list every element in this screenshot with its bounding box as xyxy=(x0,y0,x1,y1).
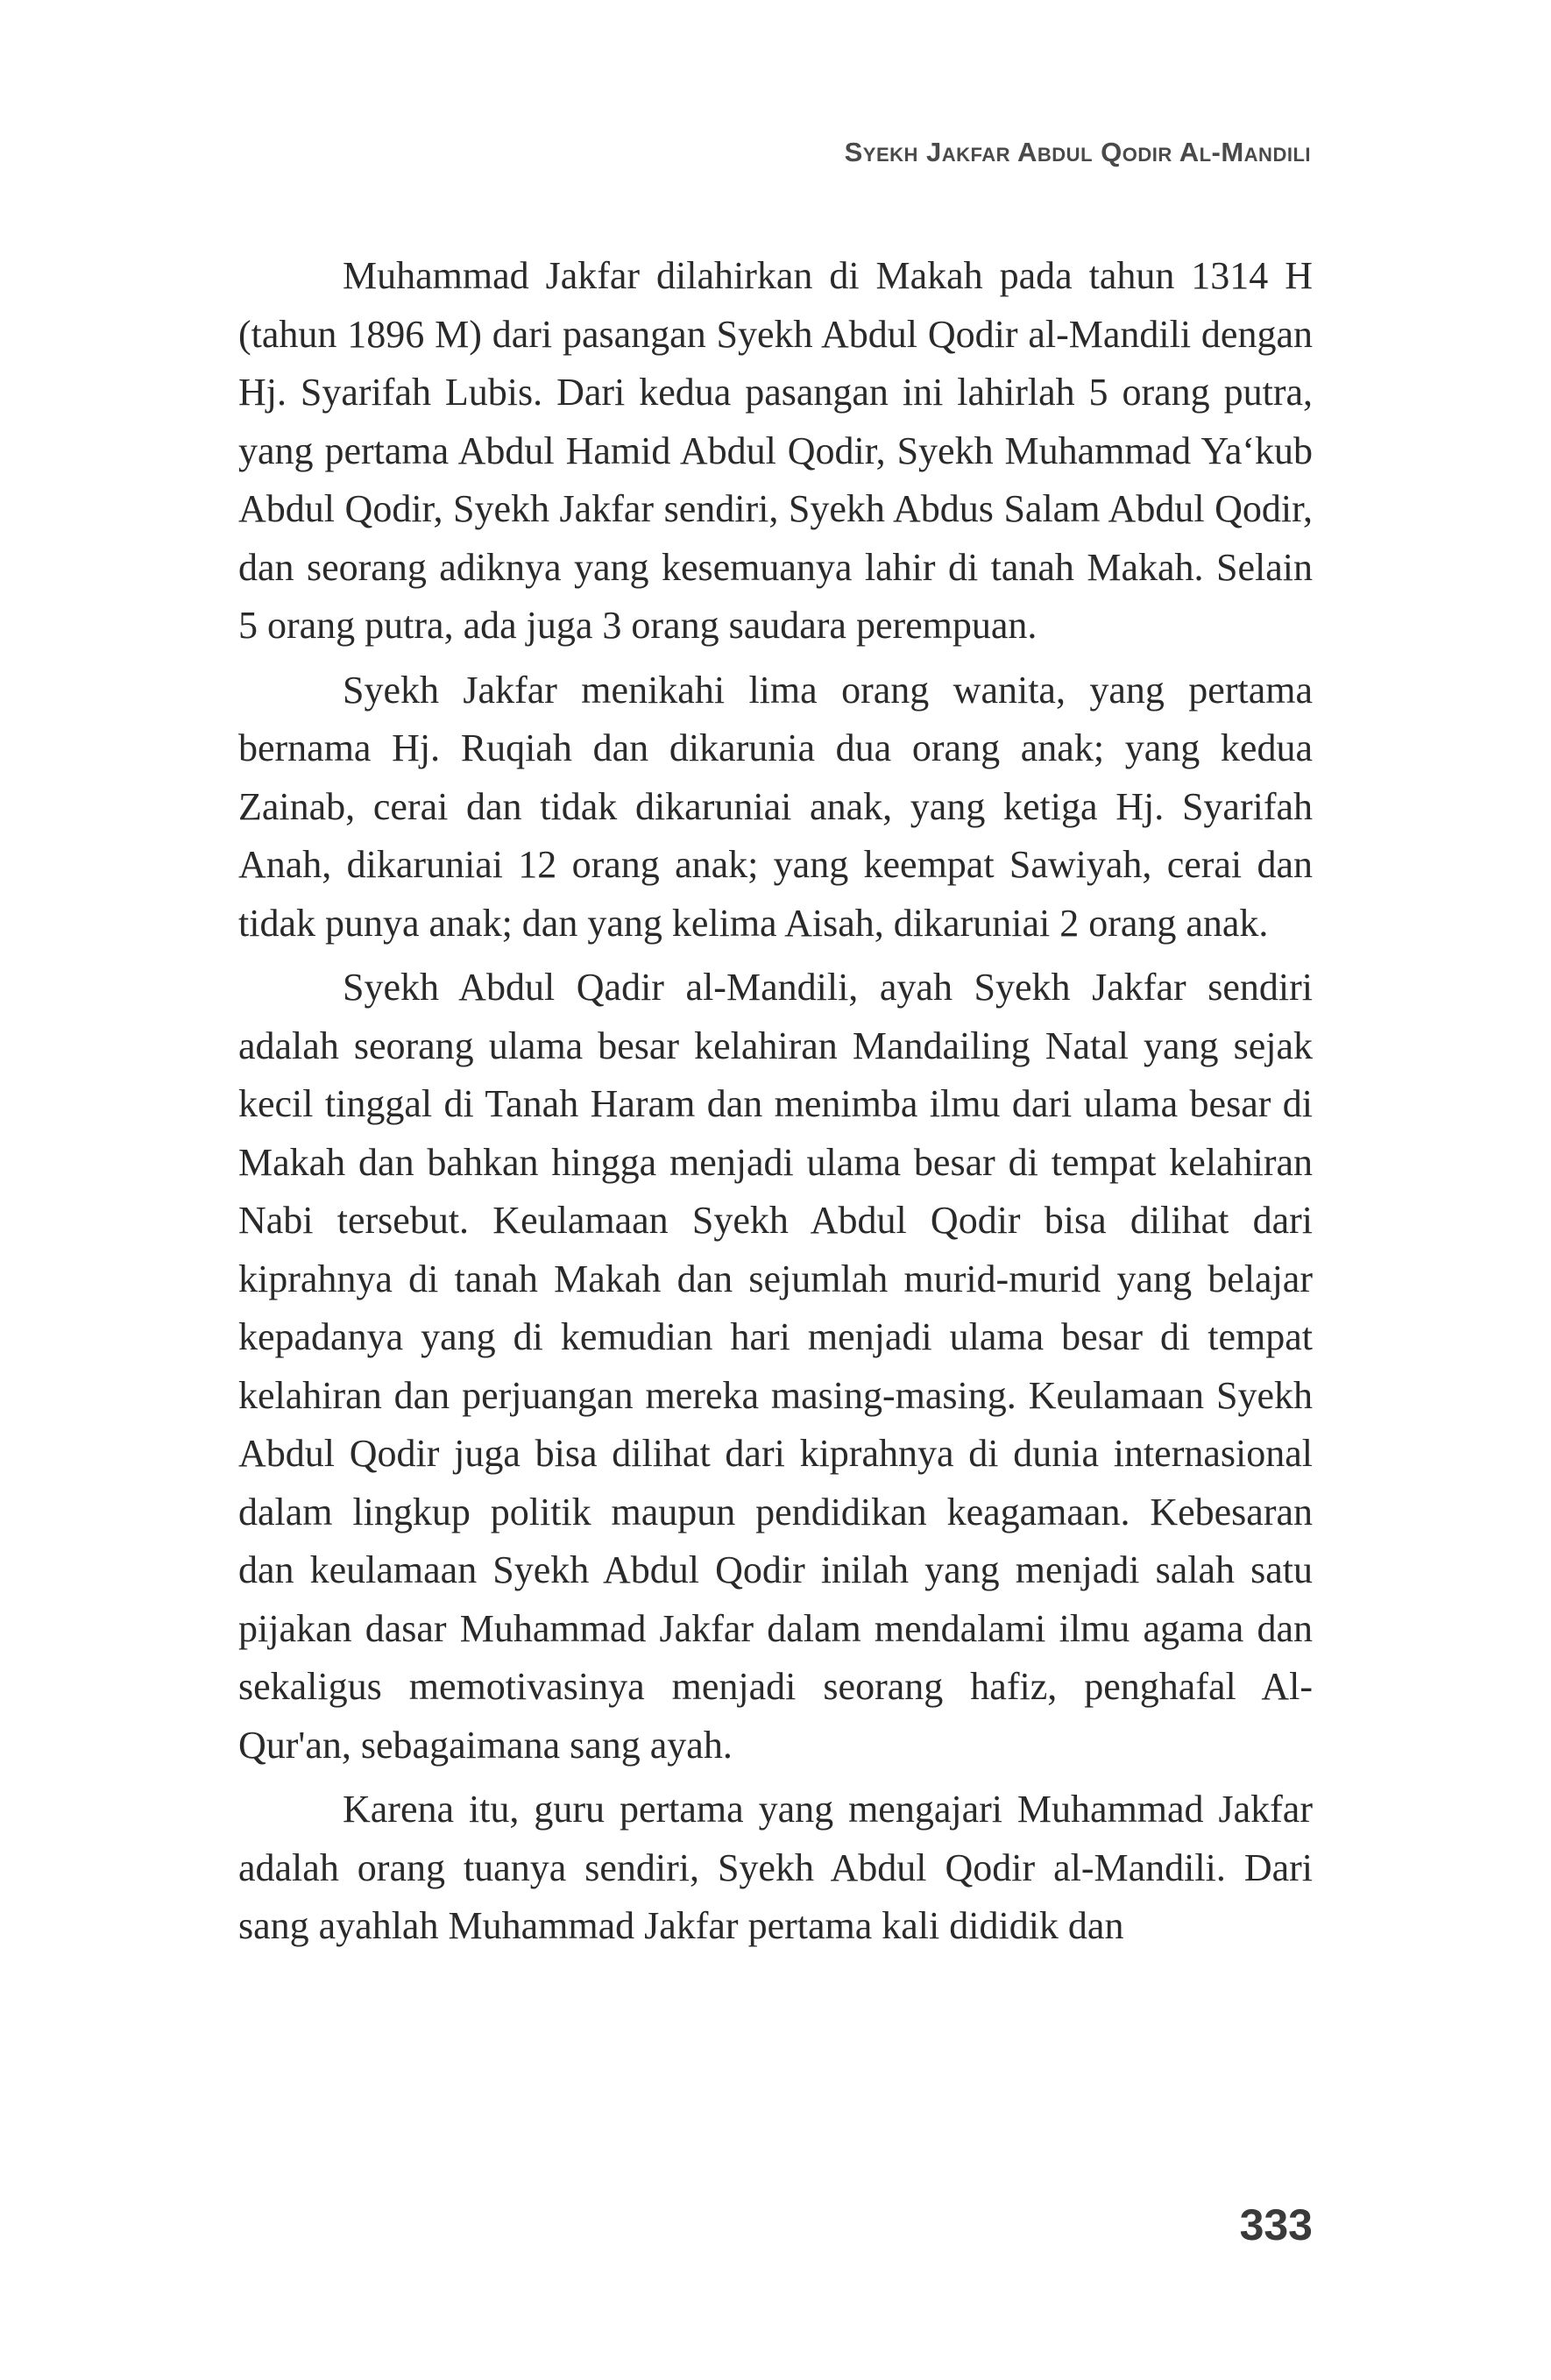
paragraph: Syekh Abdul Qadir al-Mandili, ayah Syekh Jakfar sendiri adalah seorang ulama besar kelahiran Mandailing Natal yang sejak kecil tinggal di Tanah Haram dan menimba ilmu dari ulama besar di Makah dan bahkan hingga menjadi ulama besar di tempat kelahiran Nabi tersebut. Keulamaan Syekh Abdul Qodir bisa dilihat dari kiprahnya di tanah Makah dan sejumlah murid-murid yang belajar kepadanya yang di kemudian hari menjadi ulama besar di tempat kelahiran dan perjuangan mereka masing-masing. Keulamaan Syekh Abdul Qodir juga bisa dilihat dari kiprahnya di dunia internasional dalam lingkup politik maupun pendidikan keagamaan. Kebesaran dan keulamaan Syekh Abdul Qodir inilah yang menjadi salah satu pijakan dasar Muhammad Jakfar dalam mendalami ilmu agama dan sekaligus memotivasinya menjadi seorang hafiz, penghafal Al-Qur'an, sebagaimana sang ayah. xyxy=(238,966,1313,1767)
running-head-title: Syekh Jakfar Abdul Qodir Al-Mandili xyxy=(844,137,1311,167)
body-text xyxy=(238,247,1313,1962)
page-number: 333 xyxy=(1239,2200,1313,2249)
paragraph: Karena itu, guru pertama yang mengajari Muhammad Jakfar adalah orang tuanya sendiri, Syekh Abdul Qodir al-Mandili. Dari sang ayahlah Muhammad Jakfar pertama kali dididik dan xyxy=(238,1788,1313,1947)
paragraph: Syekh Jakfar menikahi lima orang wanita, yang pertama bernama Hj. Ruqiah dan dikarunia dua orang anak; yang kedua Zainab, cerai dan tidak dikaruniai anak, yang ketiga Hj. Syarifah Anah, dikaruniai 12 orang anak; yang keempat Sawiyah, cerai dan tidak punya anak; dan yang kelima Aisah, dikaruniai 2 orang anak. xyxy=(238,668,1313,945)
paragraph: Muhammad Jakfar dilahirkan di Makah pada tahun 1314 H (tahun 1896 M) dari pasangan Syekh Abdul Qodir al-Mandili dengan Hj. Syarifah Lubis. Dari kedua pasangan ini lahirlah 5 orang putra, yang pertama Abdul Hamid Abdul Qodir, Syekh Muhammad Ya‘kub Abdul Qodir, Syekh Jakfar sendiri, Syekh Abdus Salam Abdul Qodir, dan seorang adiknya yang kesemuanya lahir di tanah Makah. Selain 5 orang putra, ada juga 3 orang saudara perempuan. xyxy=(238,254,1313,647)
